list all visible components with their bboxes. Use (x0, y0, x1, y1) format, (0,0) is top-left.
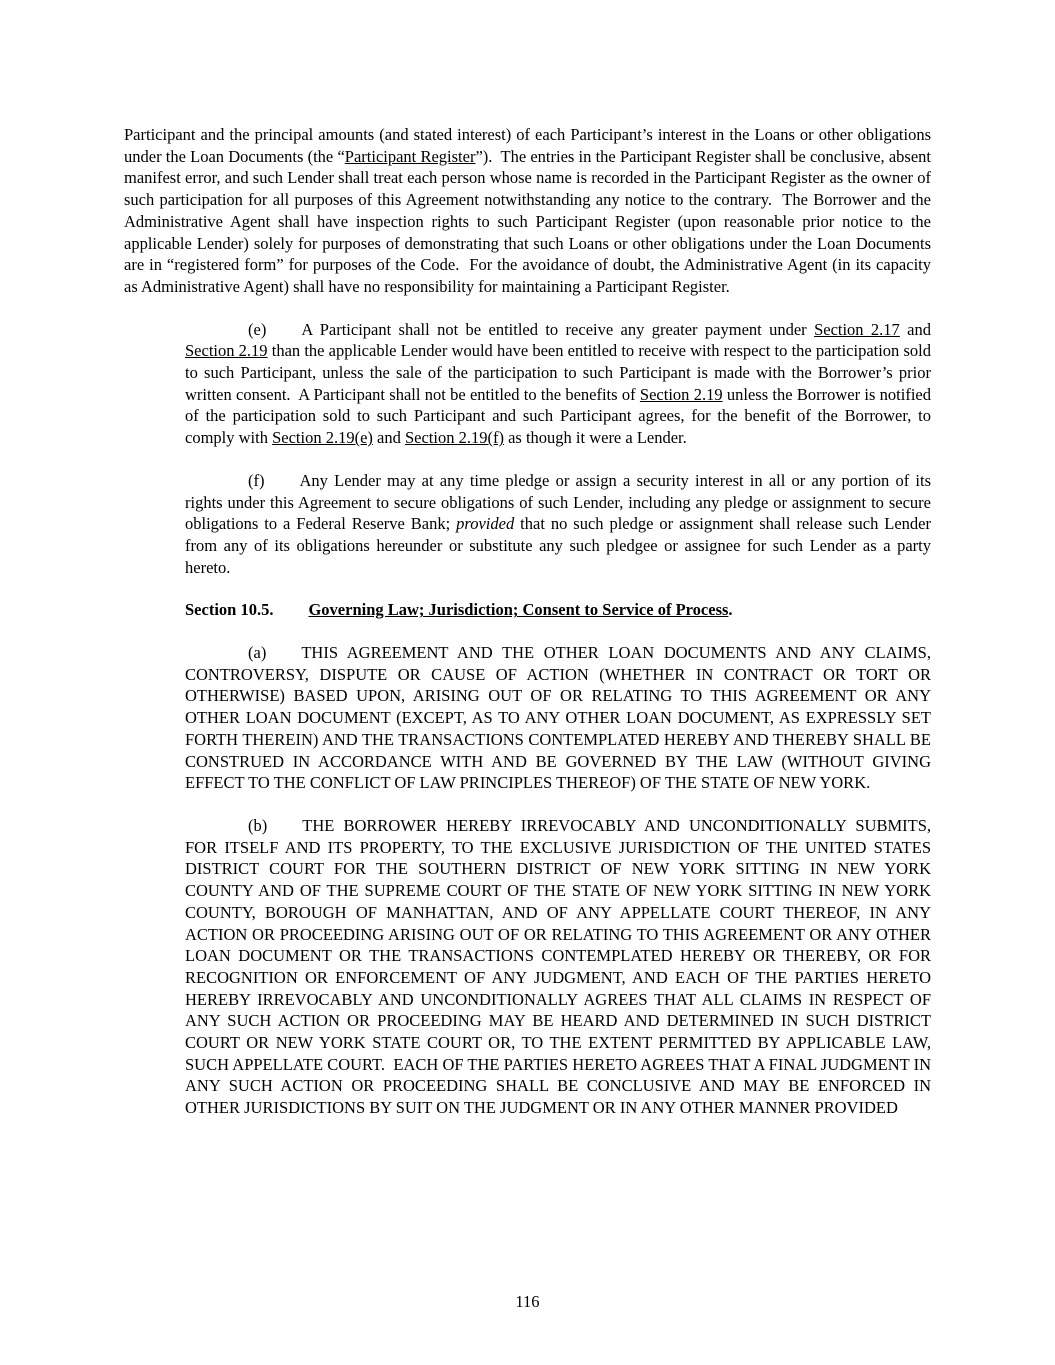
text-segment: A Participant shall not be entitled to receive any greater payment under (301, 319, 815, 339)
text-segment: that no such pledge or assignment shall release such Lender from any of its obligations hereunder or substitute any such pledgee or assignee for such Lender as a party hereto. (185, 514, 936, 577)
text-segment: Participant Register (344, 146, 476, 166)
text-segment: Participant and the principal amounts (and stated interest) of each Participant’s interest in the Loans or other obligations under the Loan Documents (the “ (124, 125, 936, 166)
text-segment: Section 2.19(e) (272, 428, 373, 448)
text-segment: and (899, 319, 936, 339)
text-segment: (e) (248, 319, 267, 339)
text-segment: Section 2.19(f) (404, 428, 504, 448)
text-segment: (a) (248, 643, 267, 663)
text-segment: than the applicable Lender would have been entitled to receive with respect to the participation sold to such Participant, unless the sale of the participation to such Participant is made with the Borrower’s prior written consent. A Participant shall not be entitled to the benefits of (185, 341, 936, 404)
text-segment: Section 10.5. (185, 600, 274, 620)
text-segment: as though it were a Lender. (503, 428, 687, 448)
text-segment: Section 2.17 (814, 319, 900, 339)
text-segment: THE BORROWER HEREBY IRREVOCABLY AND UNCONDITIONALLY SUBMITS, FOR ITSELF AND ITS PROPERTY, TO THE EXCLUSIVE JURISDICTION OF THE UNITED STATES DISTRICT COURT FOR THE SOUTHERN DISTRICT OF NEW YORK SITTING IN NEW YORK COUNTY AND OF THE SUPREME COURT OF THE STATE OF NEW YORK SITTING IN NEW YORK COUNTY, BOROUGH OF MANHATTAN, AND OF ANY APPELLATE COURT THEREOF, IN ANY ACTION OR PROCEEDING ARISING OUT OF OR RELATING TO THIS AGREEMENT OR ANY OTHER LOAN DOCUMENT OR THE TRANSACTIONS CONTEMPLATED HEREBY OR THEREBY, OR FOR RECOGNITION OR ENFORCEMENT OF ANY JUDGMENT, AND EACH OF THE PARTIES HERETO HEREBY IRREVOCABLY AND UNCONDITIONALLY AGREES THAT ALL CLAIMS IN RESPECT OF ANY SUCH ACTION OR PROCEEDING MAY BE HEARD AND DETERMINED IN SUCH DISTRICT COURT OR NEW YORK STATE COURT OR, TO THE EXTENT PERMITTED BY APPLICABLE LAW, SUCH APPELLATE COURT. EACH OF THE PARTIES HERETO AGREES THAT A FINAL JUDGMENT IN ANY SUCH ACTION OR PROCEEDING SHALL BE CONCLUSIVE AND MAY BE ENFORCED IN OTHER JURISDICTIONS BY SUIT ON THE JUDGMENT OR IN ANY OTHER MANNER PROVIDED (185, 815, 936, 1118)
document-body (124, 124, 936, 1119)
paragraph-e (185, 319, 936, 449)
text-segment: Any Lender may at any time pledge or assign a security interest in all or any portion of its rights under this Agreement to secure obligations of such Lender, including any pledge or assignment to secure obligations to a Federal Reserve Bank; (185, 470, 936, 534)
text-segment: Section 2.19 (185, 341, 268, 361)
text-segment: and (372, 428, 405, 448)
text-segment: Section 2.19 (639, 384, 723, 404)
text-segment: provided (456, 514, 515, 534)
section-heading-10-5 (185, 599, 931, 621)
text-segment: (f) (248, 470, 265, 490)
text-segment: Governing Law; Jurisdiction; Consent to Service of Process (308, 600, 729, 620)
text-segment: . (728, 600, 733, 620)
paragraph-a (185, 642, 936, 794)
text-segment: unless the Borrower is notified of the participation sold to such Participant and such Participant agrees, for the benefit of the Borrower, to comply with (185, 384, 936, 448)
paragraph-f (185, 470, 936, 579)
text-segment: (b) (248, 815, 268, 835)
paragraph-b (185, 815, 936, 1119)
text-segment: ”). The entries in the Participant Register shall be conclusive, absent manifest error, and such Lender shall treat each person whose name is recorded in the Participant Register as the owner of such participation for all purposes of this Agreement notwithstanding any notice to the contrary. The Borrower and the Administrative Agent shall have inspection rights to such Participant Register (upon reasonable prior notice to the applicable Lender) solely for purposes of demonstrating that such Loans or other obligations under the Loan Documents are in “registered form” for purposes of the Code. For the avoidance of doubt, the Administrative Agent (in its capacity as Administrative Agent) shall have no responsibility for maintaining a Participant Register. (124, 146, 936, 296)
page-number: 116 (515, 1292, 540, 1311)
text-segment: THIS AGREEMENT AND THE OTHER LOAN DOCUMENTS AND ANY CLAIMS, CONTROVERSY, DISPUTE OR CAUSE OF ACTION (WHETHER IN CONTRACT OR TORT OR OTHERWISE) BASED UPON, ARISING OUT OF OR RELATING TO THIS AGREEMENT OR ANY OTHER LOAN DOCUMENT (EXCEPT, AS TO ANY OTHER LOAN DOCUMENT, AS EXPRESSLY SET FORTH THEREIN) AND THE TRANSACTIONS CONTEMPLATED HEREBY AND THEREBY SHALL BE CONSTRUED IN ACCORDANCE WITH AND BE GOVERNED BY THE LAW (WITHOUT GIVING EFFECT TO THE CONFLICT OF LAW PRINCIPLES THEREOF) OF THE STATE OF NEW YORK. (185, 643, 936, 793)
paragraph-participant-register (124, 124, 936, 298)
